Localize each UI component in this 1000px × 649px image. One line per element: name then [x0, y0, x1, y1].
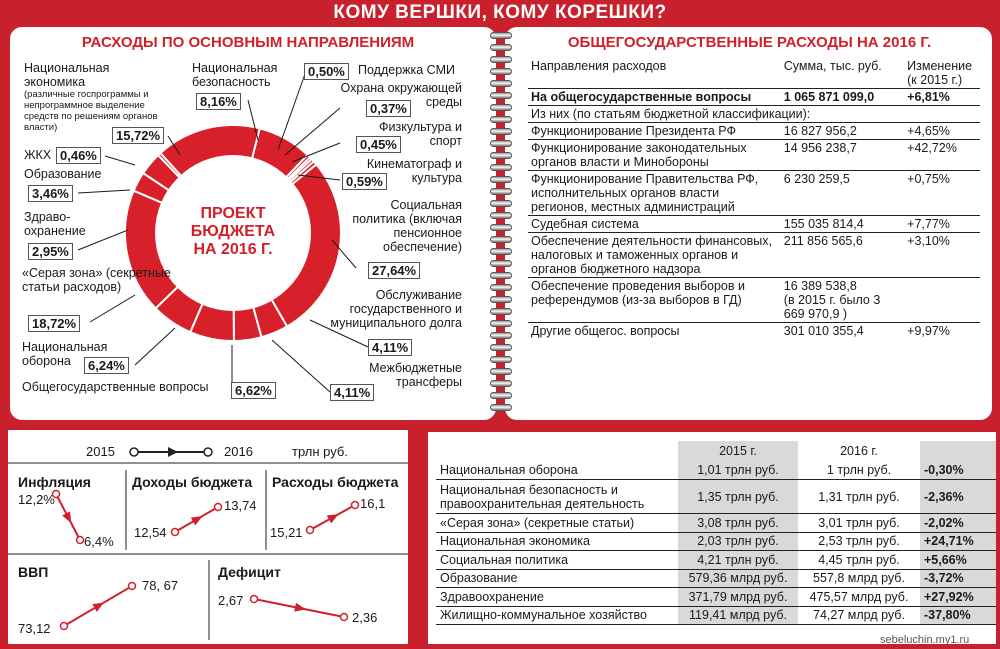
pie-center-line2: БЮДЖЕТА — [190, 223, 276, 240]
inflation-2016-label: 6,4% — [84, 534, 114, 549]
table-row: Другие общегос. вопросы 301 010 355,4 +9,97% — [528, 323, 980, 340]
pct-general: 6,62% — [231, 382, 276, 399]
label-defense: Национальная оборона — [22, 340, 108, 368]
table-row: Судебная система 155 035 814,4 +7,77% — [528, 216, 980, 233]
col-header-sum: Сумма, тыс. руб. — [783, 59, 882, 73]
pct-defense: 6,24% — [84, 357, 129, 374]
page-title: КОМУ ВЕРШКИ, КОМУ КОРЕШКИ? — [333, 2, 667, 23]
label-zhkh: ЖКХ — [24, 148, 52, 162]
income-2015-label: 12,54 — [134, 525, 167, 540]
legend-2015: 2015 — [86, 444, 115, 459]
indicator-point-4-2015 — [251, 596, 258, 603]
col-header-change: Изменение (к 2015 г.) — [907, 59, 973, 87]
pct-nat-econ: 15,72% — [112, 127, 164, 144]
table-row: Обеспечение проведения выборов и референдумов (из-за выборов в ГД) 16 389 538,8 (в 2015 г. было 3 669 970,9 ) — [528, 278, 980, 323]
label-env: Охрана окружающей среды — [340, 81, 462, 109]
label-grey: «Серая зона» (секретные статьи расходов) — [22, 266, 171, 294]
gdp-2015-label: 73,12 — [18, 621, 51, 636]
right-title: ОБЩЕГОСУДАРСТВЕННЫЕ РАСХОДЫ НА 2016 Г. — [567, 34, 932, 51]
label-nat-econ: Национальная экономика (различные госпрограммы и непрограммное выделение средств по решениям органов власти) — [24, 61, 158, 133]
comparison-row: Образование 579,36 млрд руб. 557,8 млрд руб. -3,72% — [436, 569, 996, 588]
pct-culture: 0,59% — [342, 173, 387, 190]
indicator-point-2-2015 — [307, 527, 314, 534]
indicator-point-2-2016 — [352, 502, 359, 509]
comparison-row: «Серая зона» (секретные статьи) 3,08 трлн руб. 3,01 трлн руб. -2,02% — [436, 514, 996, 533]
pct-env: 0,37% — [366, 100, 411, 117]
indicator-point-3-2015 — [61, 623, 68, 630]
label-social: Социальная политика (включая пенсионное обеспечение) — [352, 198, 462, 254]
pct-media: 0,50% — [304, 63, 349, 80]
pct-edu: 3,46% — [28, 185, 73, 202]
comparison-row: Национальная экономика 2,03 трлн руб. 2,53 трлн руб. +24,71% — [436, 532, 996, 551]
pct-health: 2,95% — [28, 243, 73, 260]
comparison-row: Социальная политика 4,21 трлн руб. 4,45 трлн руб. +5,66% — [436, 551, 996, 570]
label-transfers: Межбюджетные трансферы — [369, 361, 462, 389]
left-title: РАСХОДЫ ПО ОСНОВНЫМ НАПРАВЛЕНИЯМ — [81, 34, 415, 51]
legend-unit: трлн руб. — [292, 444, 348, 459]
indicator-title-inflation: Инфляция — [18, 474, 91, 490]
pct-sport: 0,45% — [356, 136, 401, 153]
table-row-total: На общегосударственные вопросы 1 065 871 099,0 +6,81% — [528, 89, 980, 106]
label-debt: Обслуживание государственного и муниципального долга — [330, 288, 462, 330]
indicator-point-1-2015 — [172, 529, 179, 536]
gdp-2016-label: 78, 67 — [142, 578, 179, 593]
col-header-direction: Направления расходов — [531, 59, 667, 73]
pie-center-line3: НА 2016 Г. — [193, 241, 273, 258]
comparison-row: Здравоохранение 371,79 млрд руб. 475,57 млрд руб. +27,92% — [436, 588, 996, 607]
inflation-2015-label: 12,2% — [18, 492, 55, 507]
label-edu: Образование — [24, 167, 102, 181]
pct-social: 27,64% — [368, 262, 420, 279]
indicator-title-spending: Расходы бюджета — [272, 474, 399, 490]
pie-center-line1: ПРОЕКТ — [200, 205, 266, 222]
label-sport: Физкультура и спорт — [379, 120, 462, 148]
indicator-point-0-2016 — [77, 537, 84, 544]
income-2016-label: 13,74 — [224, 498, 257, 513]
comparison-table — [436, 441, 996, 625]
indicator-point-1-2016 — [215, 504, 222, 511]
comparison-row: Жилищно-коммунальное хозяйство 119,41 млрд руб. 74,27 млрд руб. -37,80% — [436, 606, 996, 625]
pct-transfers: 4,11% — [330, 384, 374, 401]
comparison-row: Национальная оборона 1,01 трлн руб. 1 трлн руб. -0,30% — [436, 461, 996, 480]
label-security: Национальная безопасность — [192, 61, 278, 89]
indicator-arrow-4 — [294, 603, 306, 612]
watermark: sebeluchin.my1.ru — [880, 634, 970, 646]
indicator-arrow-0 — [62, 511, 71, 523]
comparison-row: Национальная безопасность и правоохранительная деятельность 1,35 трлн руб. 1,31 трлн руб. -2,36% — [436, 480, 996, 514]
legend-2016: 2016 — [224, 444, 253, 459]
pct-security: 8,16% — [196, 93, 241, 110]
table-row: Функционирование Президента РФ 16 827 956,2 +4,65% — [528, 123, 980, 140]
indicator-point-3-2016 — [129, 583, 136, 590]
table-row: Функционирование Правительства РФ, исполнительных органов власти регионов, местных администраций 6 230 259,5 +0,75% — [528, 171, 980, 216]
comparison-header-row — [436, 441, 996, 461]
spending-2016-label: 16,1 — [360, 496, 386, 511]
spending-2015-label: 15,21 — [270, 525, 303, 540]
table-subheader-row: Из них (по статьям бюджетной классификации): — [528, 106, 980, 123]
pct-grey: 18,72% — [28, 315, 80, 332]
indicator-title-income: Доходы бюджета — [132, 474, 253, 490]
table-row: Функционирование законодательных органов власти и Минобороны 14 956 238,7 +42,72% — [528, 140, 980, 171]
deficit-2016-label: 2,36 — [352, 610, 378, 625]
col-header-2015: 2015 г. — [678, 441, 798, 461]
label-health: Здраво-охранение — [24, 210, 86, 238]
indicator-title-deficit: Дефицит — [218, 564, 281, 580]
col-header-2016: 2016 г. — [840, 444, 878, 458]
indicator-point-4-2016 — [341, 614, 348, 621]
indicator-title-gdp: ВВП — [18, 564, 49, 580]
label-media: Поддержка СМИ — [358, 63, 455, 77]
label-general: Общегосударственные вопросы — [22, 380, 209, 394]
label-culture: Кинематограф и культура — [366, 157, 462, 185]
deficit-2015-label: 2,67 — [218, 593, 244, 608]
pct-zhkh: 0,46% — [56, 147, 101, 164]
pct-debt: 4,11% — [368, 339, 412, 356]
table-row: Обеспечение деятельности финансовых, налоговых и таможенных органов и органов бюджетного надзора 211 856 565,6 +3,10% — [528, 233, 980, 278]
